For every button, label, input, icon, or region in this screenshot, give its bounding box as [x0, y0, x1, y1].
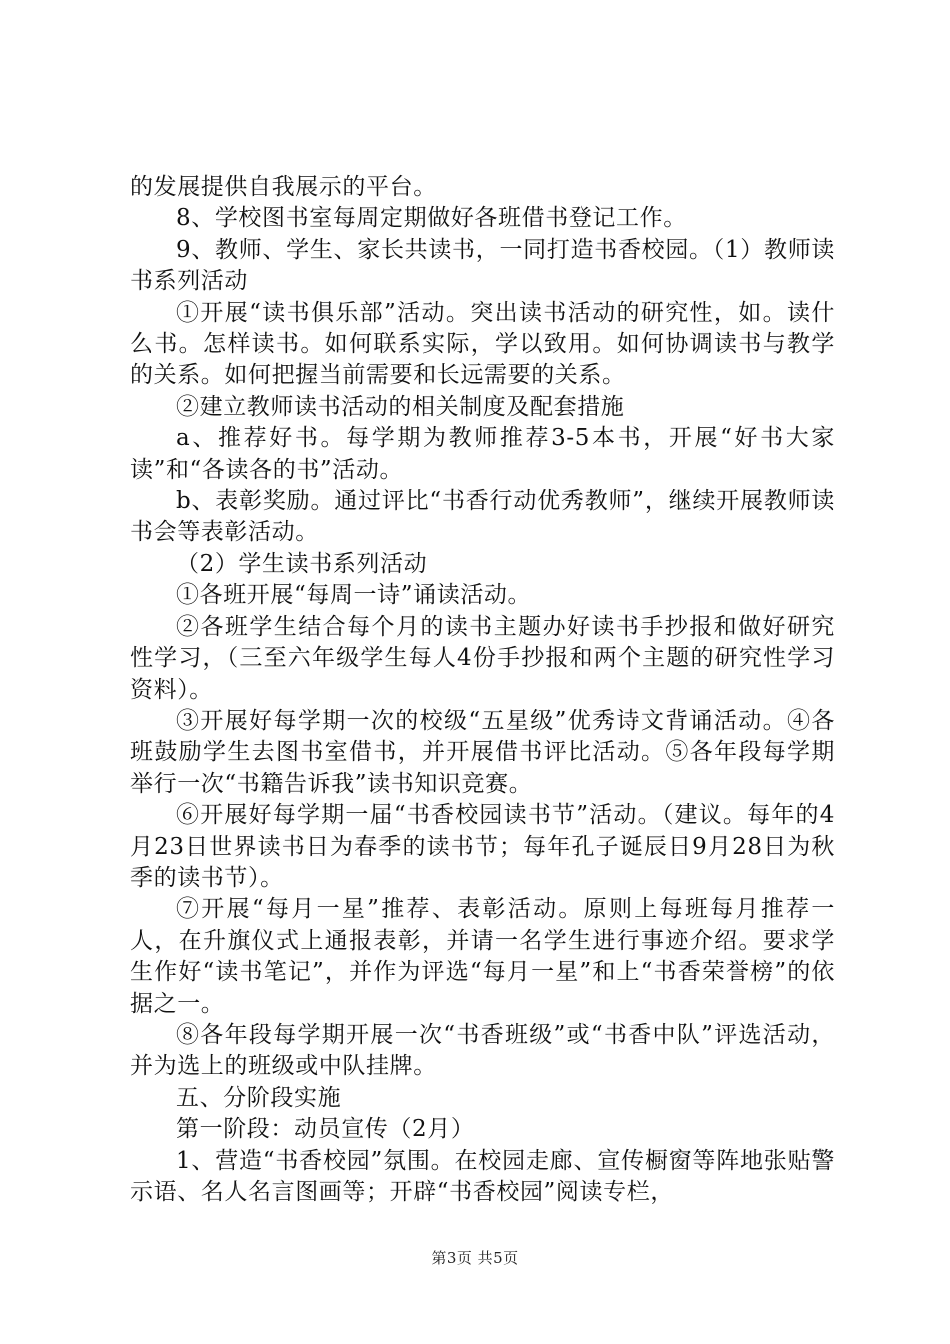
- document-body: [130, 172, 835, 1208]
- paragraph: ⑦开展“每月一星”推荐、表彰活动。原则上每班每月推荐一人，在升旗仪式上通报表彰，并请一名学生进行事迹介绍。要求学生作好“读书笔记”，并作为评选“每月一星”和上“书香荣誉榜”的依据之一。: [130, 896, 835, 1017]
- paragraph: ⑥开展好每学期一届“书香校园读书节”活动。（建议。每年的4月23日世界读书日为春季的读书节；每年孔子诞辰日9月28日为秋季的读书节）。: [130, 802, 835, 891]
- paragraph: 的发展提供自我展示的平台。: [130, 174, 437, 200]
- page-number-footer: 第3页 共5页: [431, 1249, 519, 1267]
- stage-heading: 第一阶段：动员宣传（2月）: [176, 1116, 475, 1143]
- paragraph: ⑧各年段每学期开展一次“书香班级”或“书香中队”评选活动，并为选上的班级或中队挂牌。: [130, 1021, 835, 1080]
- paragraph: 8、学校图书室每周定期做好各班借书登记工作。: [176, 205, 687, 232]
- paragraph: （2）学生读书系列活动: [176, 550, 428, 577]
- paragraph: ②建立教师读书活动的相关制度及配套措施: [176, 393, 625, 420]
- paragraph: a、推荐好书。每学期为教师推荐3-5本书，开展“好书大家读”和“各读各的书”活动。: [130, 425, 835, 483]
- section-heading: 五、分阶段实施: [176, 1084, 342, 1111]
- paragraph: ①各班开展“每周一诗”诵读活动。: [176, 582, 532, 609]
- paragraph: 1、营造“书香校园”氛围。在校园走廊、宣传橱窗等阵地张贴警示语、名人名言图画等；开辟“书香校园”阅读专栏，: [130, 1147, 835, 1205]
- paragraph: ①开展“读书俱乐部”活动。突出读书活动的研究性，如。读什么书。怎样读书。如何联系实际，学以致用。如何协调读书与教学的关系。如何把握当前需要和长远需要的关系。: [130, 299, 835, 389]
- paragraph: ②各班学生结合每个月的读书主题办好读书手抄报和做好研究性学习，（三至六年级学生每人4份手抄报和两个主题的研究性学习资料）。: [130, 613, 835, 703]
- paragraph: ③开展好每学期一次的校级“五星级”优秀诗文背诵活动。④各班鼓励学生去图书室借书，并开展借书评比活动。⑤各年段每学期举行一次“书籍告诉我”读书知识竞赛。: [130, 707, 835, 797]
- paragraph: b、表彰奖励。通过评比“书香行动优秀教师”，继续开展教师读书会等表彰活动。: [130, 488, 835, 546]
- paragraph: 9、教师、学生、家长共读书，一同打造书香校园。（1）教师读书系列活动: [130, 236, 835, 295]
